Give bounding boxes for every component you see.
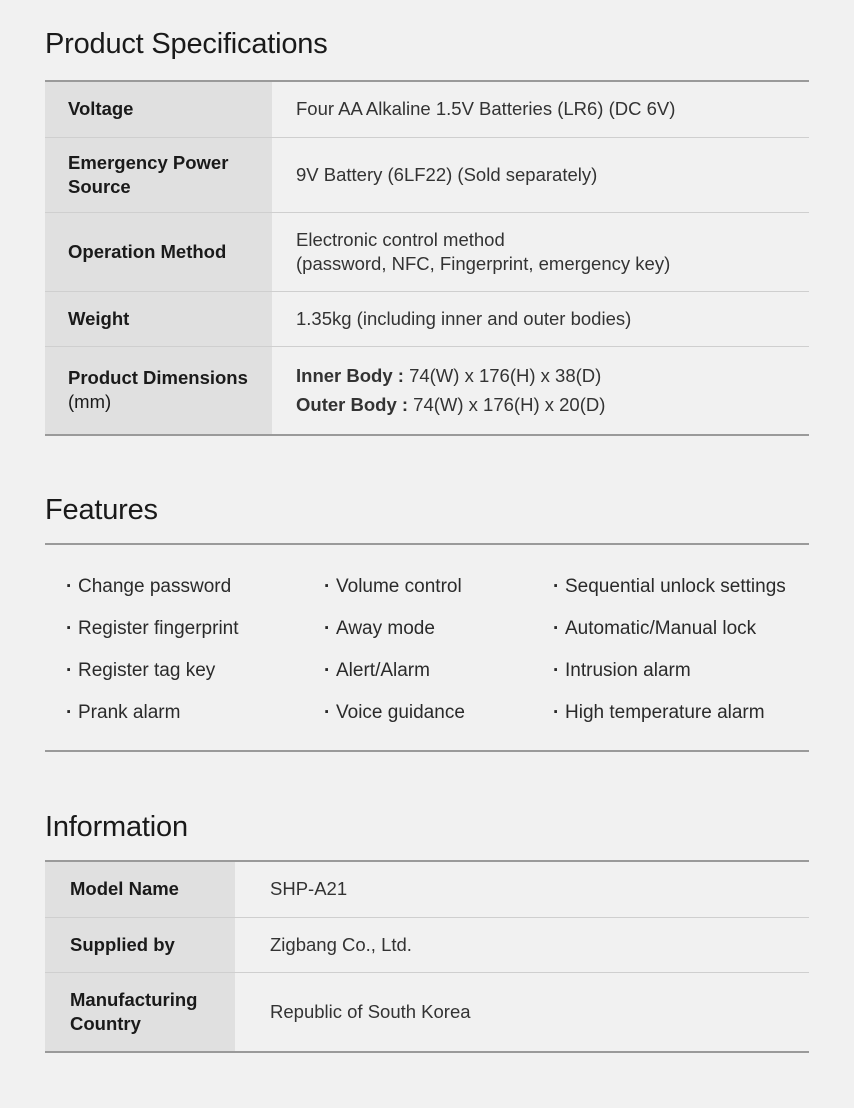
outer-body-value: 74(W) x 176(H) x 20(D) [413, 394, 606, 416]
info-label-line: Manufacturing [70, 988, 198, 1010]
list-item: · Change password [66, 573, 239, 615]
features-column [553, 573, 786, 741]
information-title: Information [45, 811, 188, 843]
features-list [45, 543, 809, 752]
table-row [45, 861, 809, 917]
information-table [45, 860, 809, 1053]
table-row [45, 212, 809, 291]
table-row [45, 137, 809, 212]
list-item: · Register tag key [66, 657, 239, 699]
spec-label-unit: (mm) [68, 391, 112, 413]
spec-label-line: Product Dimensions [68, 367, 248, 389]
spec-label: Weight [45, 291, 272, 346]
spec-label [45, 137, 272, 212]
info-label: Supplied by [45, 917, 235, 972]
spec-value: Four AA Alkaline 1.5V Batteries (LR6) (DC 6V) [272, 81, 809, 137]
table-row [45, 346, 809, 435]
info-value: Zigbang Co., Ltd. [235, 917, 809, 972]
spec-value: 9V Battery (6LF22) (Sold separately) [272, 137, 809, 212]
spec-value [272, 212, 809, 291]
list-item: · Prank alarm [66, 699, 239, 741]
spec-label-line: Emergency Power [68, 151, 229, 173]
list-item: · Intrusion alarm [553, 657, 786, 699]
info-label [45, 972, 235, 1052]
features-column [324, 573, 465, 741]
inner-body-label: Inner Body : [296, 365, 404, 387]
features-column [66, 573, 239, 741]
list-item: · Automatic/Manual lock [553, 615, 786, 657]
spec-value [272, 346, 809, 435]
spec-label: Voltage [45, 81, 272, 137]
features-title: Features [45, 494, 158, 526]
spec-label [45, 346, 272, 435]
outer-body-label: Outer Body : [296, 394, 409, 416]
table-row [45, 81, 809, 137]
list-item: · Register fingerprint [66, 615, 239, 657]
list-item: · Alert/Alarm [324, 657, 465, 699]
specifications-table [45, 80, 809, 436]
info-value: Republic of South Korea [235, 972, 809, 1052]
info-label: Model Name [45, 861, 235, 917]
list-item: · Volume control [324, 573, 465, 615]
spec-value-line: (password, NFC, Fingerprint, emergency key) [296, 252, 671, 274]
list-item: · High temperature alarm [553, 699, 786, 741]
spec-label: Operation Method [45, 212, 272, 291]
inner-body-value: 74(W) x 176(H) x 38(D) [409, 365, 602, 387]
list-item: · Sequential unlock settings [553, 573, 786, 615]
table-row [45, 972, 809, 1052]
list-item: · Voice guidance [324, 699, 465, 741]
specifications-title: Product Specifications [45, 28, 328, 60]
info-label-line: Country [70, 1012, 141, 1034]
spec-value-line: Electronic control method [296, 228, 505, 250]
info-value: SHP-A21 [235, 861, 809, 917]
spec-value: 1.35kg (including inner and outer bodies) [272, 291, 809, 346]
table-row [45, 291, 809, 346]
spec-label-line: Source [68, 175, 131, 197]
list-item: · Away mode [324, 615, 465, 657]
table-row [45, 917, 809, 972]
